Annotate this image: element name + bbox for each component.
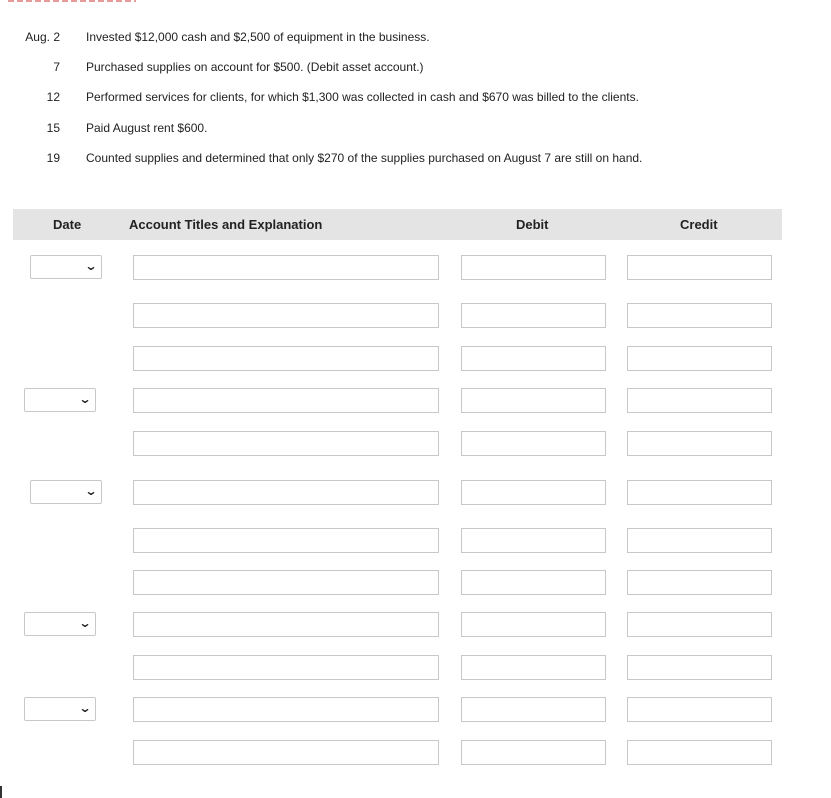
credit-field[interactable]	[627, 431, 772, 456]
account-title-input[interactable]	[134, 304, 438, 327]
credit-field[interactable]	[627, 612, 772, 637]
account-column-header: Account Titles and Explanation	[129, 217, 323, 232]
transaction-item	[0, 119, 831, 139]
transaction-date: 12	[46, 90, 60, 104]
debit-field[interactable]	[461, 431, 606, 456]
debit-input[interactable]	[462, 698, 605, 721]
transaction-item	[0, 88, 831, 108]
transaction-description: Paid August rent $600.	[86, 121, 208, 135]
account-title-input[interactable]	[134, 529, 438, 552]
cropped-instruction-text	[8, 0, 136, 2]
transaction-date: Aug. 2	[25, 30, 60, 44]
credit-input[interactable]	[628, 481, 771, 504]
debit-input[interactable]	[462, 656, 605, 679]
account-title-field[interactable]	[133, 303, 439, 328]
account-title-input[interactable]	[134, 656, 438, 679]
account-title-field[interactable]	[133, 346, 439, 371]
transaction-item	[0, 28, 831, 48]
account-title-input[interactable]	[134, 432, 438, 455]
debit-input[interactable]	[462, 304, 605, 327]
transaction-item	[0, 58, 831, 78]
debit-field[interactable]	[461, 528, 606, 553]
credit-field[interactable]	[627, 480, 772, 505]
account-title-input[interactable]	[134, 571, 438, 594]
credit-input[interactable]	[628, 656, 771, 679]
chevron-down-icon: ⌄	[84, 484, 98, 498]
transaction-description: Purchased supplies on account for $500. (Debit asset account.)	[86, 60, 424, 74]
debit-field[interactable]	[461, 612, 606, 637]
credit-field[interactable]	[627, 570, 772, 595]
credit-input[interactable]	[628, 571, 771, 594]
debit-field[interactable]	[461, 388, 606, 413]
debit-field[interactable]	[461, 255, 606, 280]
debit-input[interactable]	[462, 613, 605, 636]
credit-field[interactable]	[627, 528, 772, 553]
account-title-field[interactable]	[133, 431, 439, 456]
account-title-input[interactable]	[134, 741, 438, 764]
debit-field[interactable]	[461, 697, 606, 722]
account-title-field[interactable]	[133, 480, 439, 505]
debit-input[interactable]	[462, 481, 605, 504]
credit-input[interactable]	[628, 741, 771, 764]
debit-input[interactable]	[462, 256, 605, 279]
debit-field[interactable]	[461, 570, 606, 595]
debit-input[interactable]	[462, 741, 605, 764]
credit-field[interactable]	[627, 655, 772, 680]
chevron-down-icon: ⌄	[78, 392, 92, 406]
transaction-date: 7	[53, 60, 60, 74]
transaction-item	[0, 149, 831, 169]
credit-input[interactable]	[628, 529, 771, 552]
transaction-date: 19	[46, 151, 60, 165]
date-select[interactable]	[24, 612, 96, 636]
debit-input[interactable]	[462, 529, 605, 552]
account-title-field[interactable]	[133, 655, 439, 680]
credit-field[interactable]	[627, 303, 772, 328]
credit-field[interactable]	[627, 388, 772, 413]
account-title-field[interactable]	[133, 528, 439, 553]
account-title-field[interactable]	[133, 255, 439, 280]
debit-field[interactable]	[461, 480, 606, 505]
account-title-field[interactable]	[133, 388, 439, 413]
debit-input[interactable]	[462, 347, 605, 370]
date-column-header: Date	[53, 217, 82, 232]
transaction-description: Performed services for clients, for which $1,300 was collected in cash and $670 was billed to the clients.	[86, 90, 639, 104]
account-title-input[interactable]	[134, 698, 438, 721]
chevron-down-icon: ⌄	[78, 616, 92, 630]
debit-input[interactable]	[462, 571, 605, 594]
chevron-down-icon: ⌄	[78, 701, 92, 715]
debit-field[interactable]	[461, 346, 606, 371]
credit-input[interactable]	[628, 256, 771, 279]
date-select[interactable]	[30, 255, 102, 279]
credit-input[interactable]	[628, 432, 771, 455]
transaction-date: 15	[46, 121, 60, 135]
account-title-input[interactable]	[134, 347, 438, 370]
credit-field[interactable]	[627, 697, 772, 722]
debit-input[interactable]	[462, 432, 605, 455]
date-select[interactable]	[24, 388, 96, 412]
account-title-input[interactable]	[134, 613, 438, 636]
date-select[interactable]	[30, 480, 102, 504]
transaction-description: Invested $12,000 cash and $2,500 of equipment in the business.	[86, 30, 430, 44]
debit-field[interactable]	[461, 303, 606, 328]
credit-input[interactable]	[628, 304, 771, 327]
credit-column-header: Credit	[680, 217, 718, 232]
date-select[interactable]	[24, 697, 96, 721]
debit-field[interactable]	[461, 740, 606, 765]
credit-input[interactable]	[628, 698, 771, 721]
account-title-input[interactable]	[134, 481, 438, 504]
credit-input[interactable]	[628, 613, 771, 636]
credit-input[interactable]	[628, 389, 771, 412]
account-title-field[interactable]	[133, 697, 439, 722]
transaction-description: Counted supplies and determined that only $270 of the supplies purchased on August 7 are still on hand.	[86, 151, 643, 165]
page-edge-mark	[0, 786, 2, 798]
account-title-input[interactable]	[134, 256, 438, 279]
account-title-field[interactable]	[133, 740, 439, 765]
account-title-input[interactable]	[134, 389, 438, 412]
account-title-field[interactable]	[133, 570, 439, 595]
credit-field[interactable]	[627, 740, 772, 765]
debit-field[interactable]	[461, 655, 606, 680]
credit-input[interactable]	[628, 347, 771, 370]
credit-field[interactable]	[627, 255, 772, 280]
account-title-field[interactable]	[133, 612, 439, 637]
debit-input[interactable]	[462, 389, 605, 412]
credit-field[interactable]	[627, 346, 772, 371]
debit-column-header: Debit	[516, 217, 549, 232]
chevron-down-icon: ⌄	[84, 259, 98, 273]
